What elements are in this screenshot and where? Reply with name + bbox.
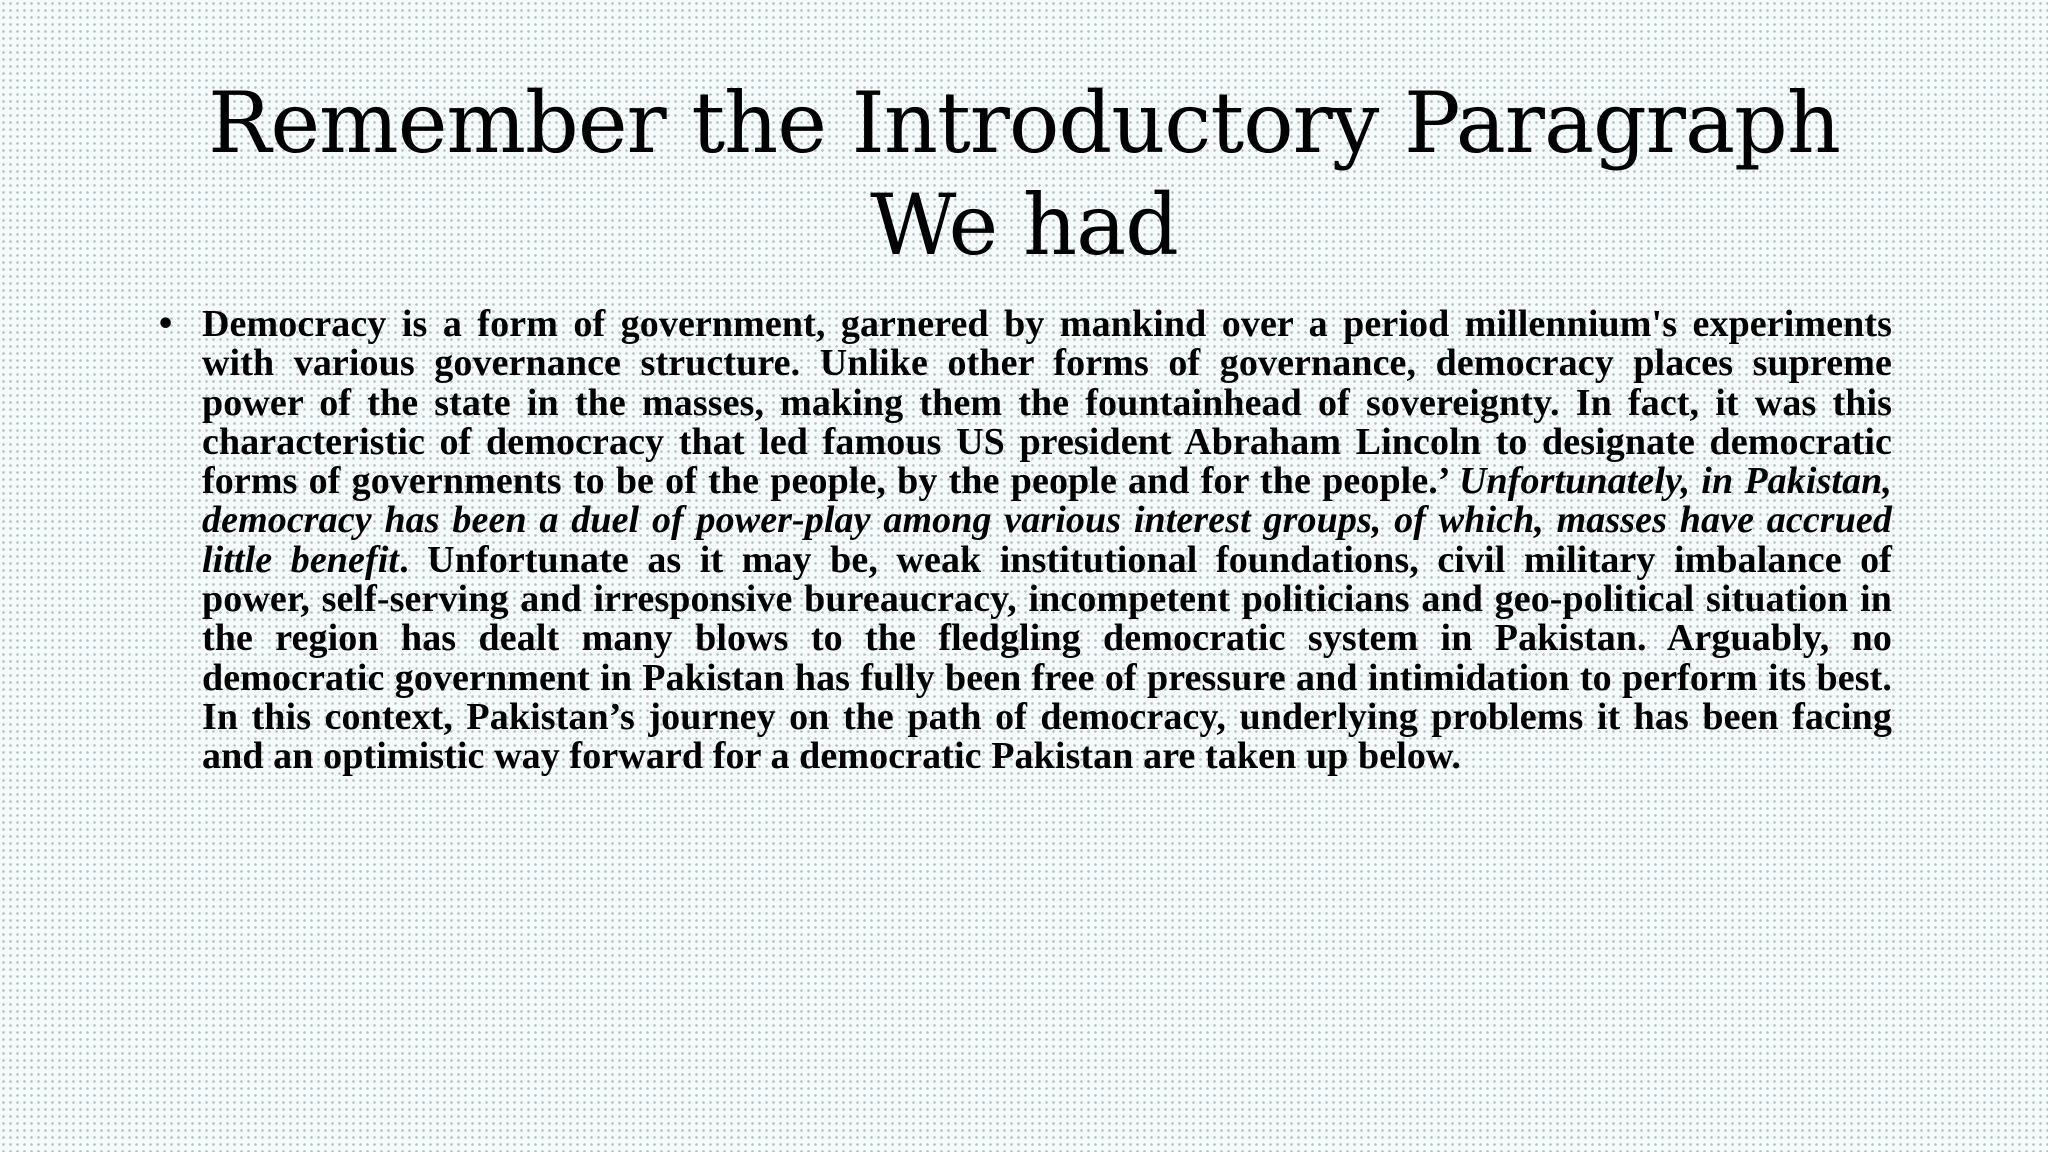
intro-paragraph (202, 305, 1892, 777)
bullet-item (150, 305, 1892, 777)
slide-body (150, 305, 1892, 777)
bullet-marker: • (156, 307, 176, 342)
paragraph-text-part-1: Democracy is a form of government, garnered by mankind over a period millennium's experiments with various governance structure. Unlike other forms of governance, democracy places supreme power of the state in the masses, making them the fountainhead of sovereignty. In fact, it was this characteristic of democracy that led famous US president Abraham Lincoln to designate democratic forms of governments to be of the people, by the people and for the people.’ (202, 303, 1892, 503)
paragraph-italic-text: Unfortunately, in Pakistan, democracy has been a duel of power-play among various interest groups, of which, masses have accrued little benefit (202, 460, 1892, 581)
slide-title: Remember the Introductory Paragraph We had (208, 74, 1840, 274)
paragraph-text-part-2: . Unfortunate as it may be, weak institutional foundations, civil military imbalance of power, self-serving and irresponsive bureaucracy, incompetent politicians and geo-political situation in the region has dealt many blows to the fledgling democratic system in Pakistan. Arguably, no democratic government in Pakistan has fully been free of pressure and intimidation to perform its best. In this context, Pakistan’s journey on the path of democracy, underlying problems it has been facing and an optimistic way forward for a democratic Pakistan are taken up below. (202, 538, 1892, 778)
